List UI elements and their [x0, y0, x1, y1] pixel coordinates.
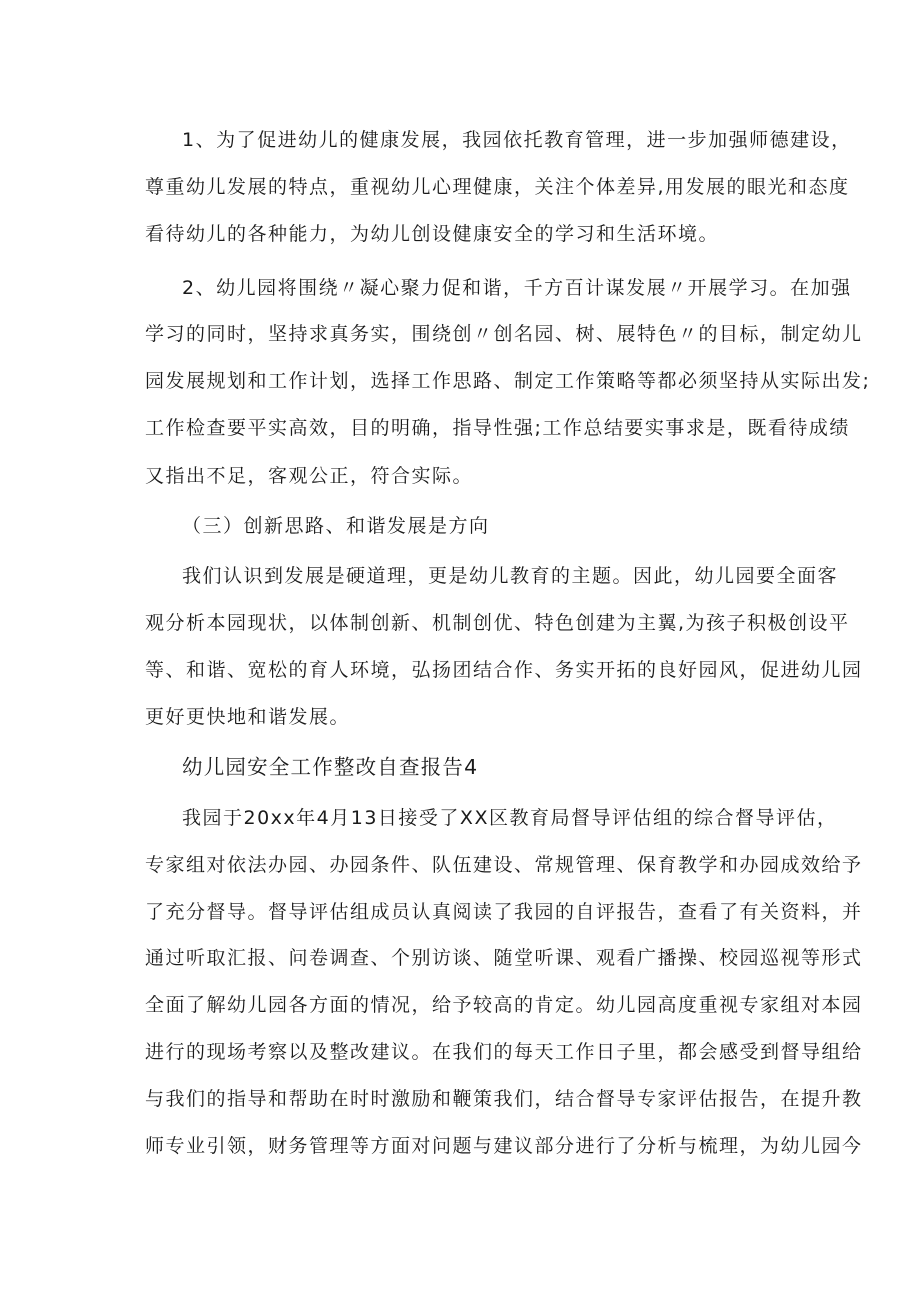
- section-heading: （三）创新思路、和谐发展是方向: [182, 515, 490, 537]
- paragraph-4-line-3: 了充分督导。督导评估组成员认真阅读了我园的自评报告，查看了有关资料，并: [145, 901, 863, 923]
- paragraph-4-line-7: 与我们的指导和帮助在时时激励和鞭策我们，结合督导专家评估报告，在提升教: [145, 1088, 863, 1110]
- report-title: 幼儿园安全工作整改自查报告4: [182, 755, 479, 779]
- paragraph-3-line-4: 更好更快地和谐发展。: [145, 706, 351, 728]
- paragraph-1-line-3: 看待幼儿的各种能力，为幼儿创设健康安全的学习和生活环境。: [145, 223, 720, 245]
- paragraph-2-line-1: 2、幼儿园将围绕〃凝心聚力促和谐，千方百计谋发展〃开展学习。在加强: [182, 277, 852, 299]
- paragraph-2-line-3: 园发展规划和工作计划，选择工作思路、制定工作策略等都必须坚持从实际出发;: [145, 370, 871, 392]
- paragraph-4-line-1: 我园于20xx年4月13日接受了XX区教育局督导评估组的综合督导评估，: [182, 807, 838, 829]
- paragraph-2-line-2: 学习的同时，坚持求真务实，围绕创〃创名园、树、展特色〃的目标，制定幼儿: [145, 323, 863, 345]
- paragraph-4-line-5: 全面了解幼儿园各方面的情况，给予较高的肯定。幼儿园高度重视专家组对本园: [145, 994, 863, 1016]
- paragraph-2-line-4: 工作检查要平实高效，目的明确，指导性强;工作总结要实事求是，既看待成绩: [145, 417, 850, 439]
- paragraph-4-line-8: 师专业引领，财务管理等方面对问题与建议部分进行了分析与梳理，为幼儿园今: [145, 1135, 863, 1157]
- paragraph-3-line-2: 观分析本园现状，以体制创新、机制创优、特色创建为主翼,为孩子积极创设平: [145, 612, 850, 634]
- paragraph-1-line-2: 尊重幼儿发展的特点，重视幼儿心理健康，关注个体差异,用发展的眼光和态度: [145, 176, 850, 198]
- paragraph-4-line-4: 通过听取汇报、问卷调查、个别访谈、随堂听课、观看广播操、校园巡视等形式: [145, 947, 863, 969]
- paragraph-4-line-2: 专家组对依法办园、办园条件、队伍建设、常规管理、保育教学和办园成效给予: [145, 854, 863, 876]
- paragraph-3-line-1: 我们认识到发展是硬道理，更是幼儿教育的主题。因此，幼儿园要全面客: [182, 565, 839, 587]
- paragraph-4-line-6: 进行的现场考察以及整改建议。在我们的每天工作日子里，都会感受到督导组给: [145, 1041, 863, 1063]
- paragraph-1-line-1: 1、为了促进幼儿的健康发展，我园依托教育管理，进一步加强师德建设，: [182, 129, 852, 151]
- paragraph-3-line-3: 等、和谐、宽松的育人环境，弘扬团结合作、务实开拓的良好园风，促进幼儿园: [145, 659, 863, 681]
- paragraph-2-line-5: 又指出不足，客观公正，符合实际。: [145, 465, 474, 487]
